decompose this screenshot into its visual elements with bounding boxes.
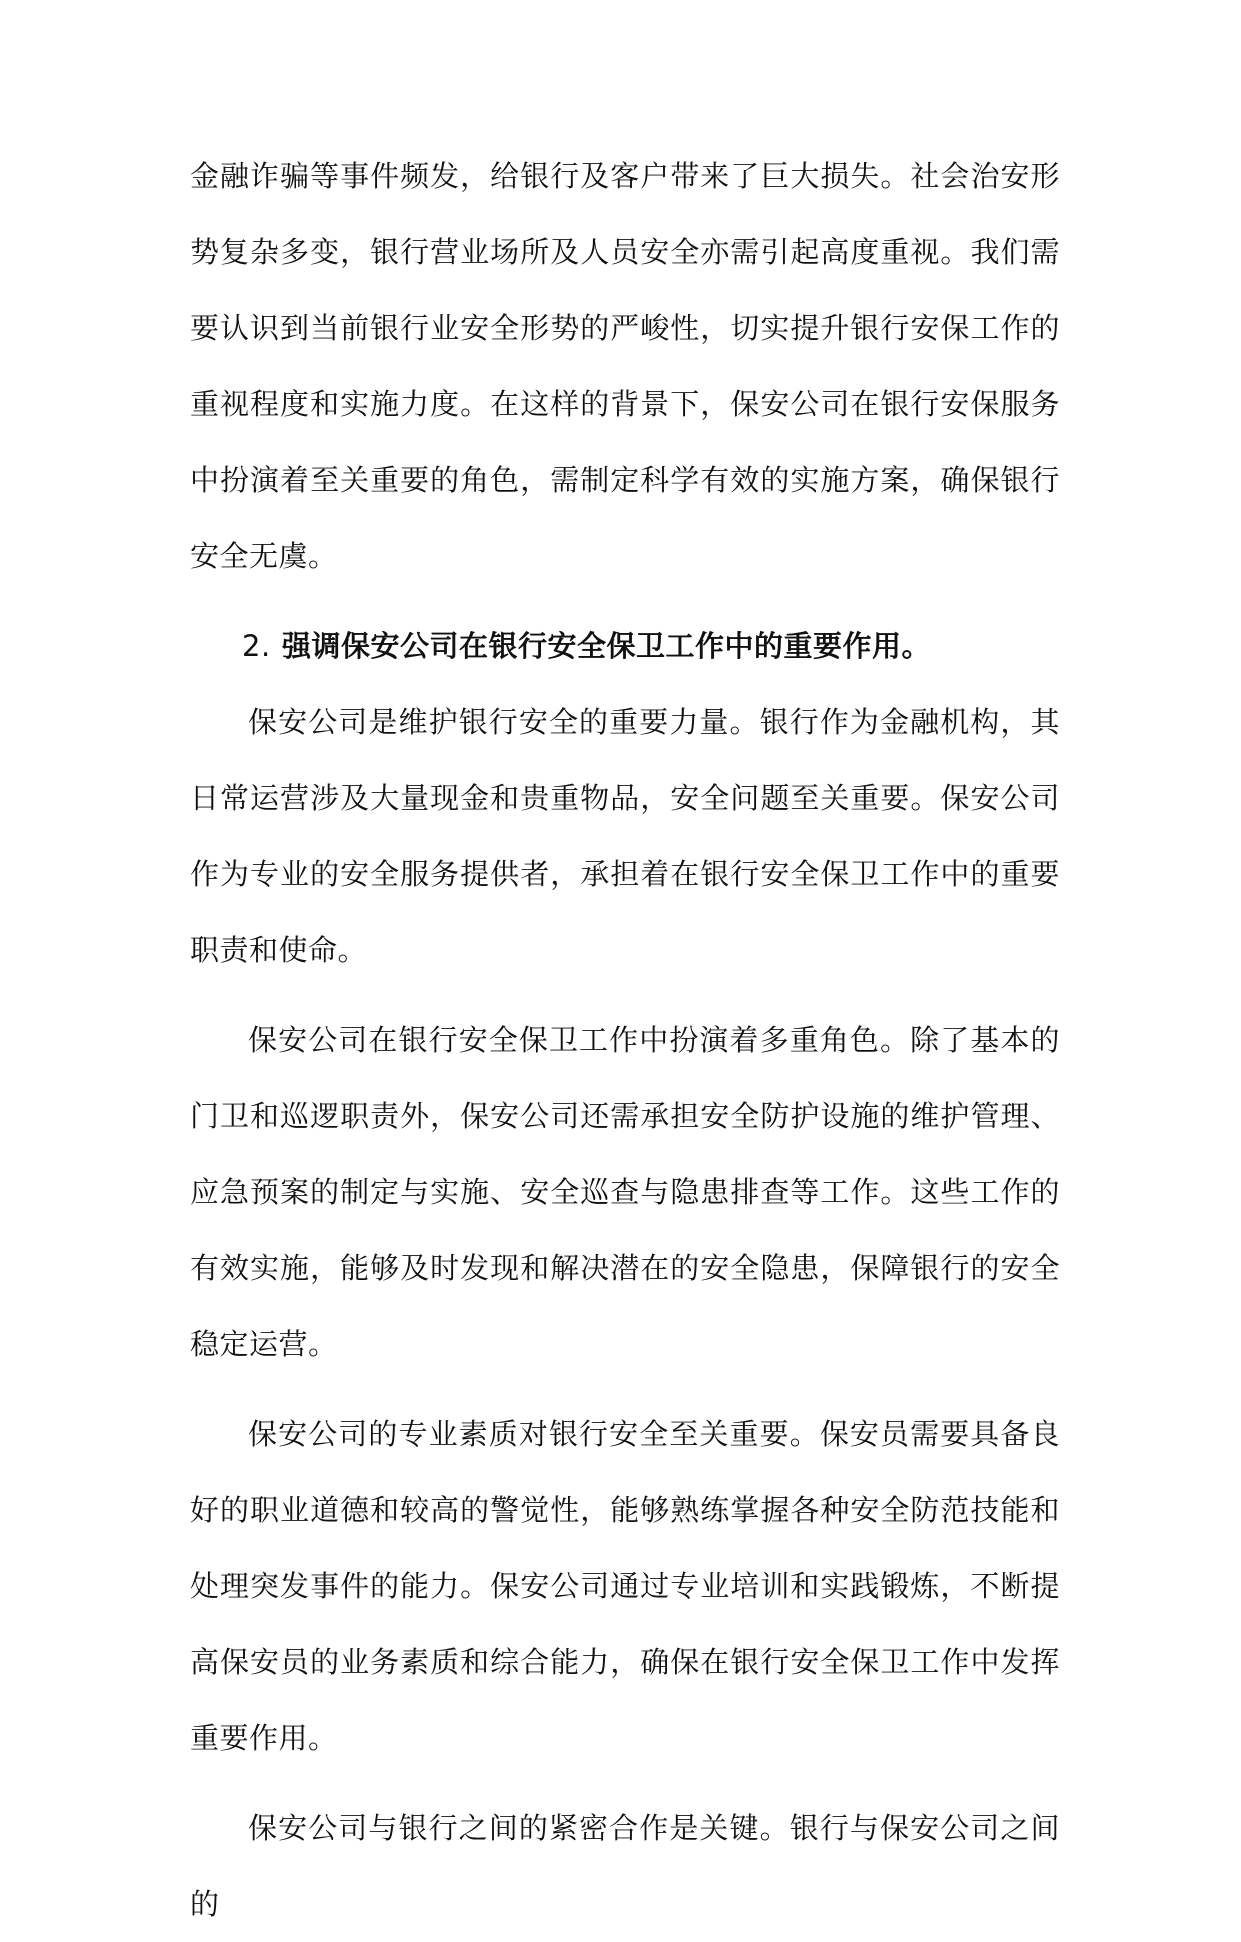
section-heading <box>190 608 1060 684</box>
paragraph-2: 保安公司是维护银行安全的重要力量。银行作为金融机构，其日常运营涉及大量现金和贵重物品，安全问题至关重要。保安公司作为专业的安全服务提供者，承担着在银行安全保卫工作中的重要职责和使命。 <box>190 705 1060 967</box>
paragraph-gap <box>190 988 1060 1002</box>
paragraph-1: 金融诈骗等事件频发，给银行及客户带来了巨大损失。社会治安形势复杂多变，银行营业场所及人员安全亦需引起高度重视。我们需要认识到当前银行业安全形势的严峻性，切实提升银行安保工作的重视程度和实施力度。在这样的背景下，保安公司在银行安保服务中扮演着至关重要的角色，需制定科学有效的实施方案，确保银行安全无虞。 <box>190 159 1060 573</box>
document-body <box>190 138 1060 1942</box>
paragraph-gap <box>190 1382 1060 1396</box>
section-number: 2. <box>242 629 271 663</box>
paragraph-3: 保安公司在银行安全保卫工作中扮演着多重角色。除了基本的门卫和巡逻职责外，保安公司还需承担安全防护设施的维护管理、应急预案的制定与实施、安全巡查与隐患排查等工作。这些工作的有效实施，能够及时发现和解决潜在的安全隐患，保障银行的安全稳定运营。 <box>190 1023 1060 1361</box>
paragraph-5: 保安公司与银行之间的紧密合作是关键。银行与保安公司之间的 <box>190 1811 1060 1921</box>
paragraph-gap <box>190 1776 1060 1790</box>
paragraph-4: 保安公司的专业素质对银行安全至关重要。保安员需要具备良好的职业道德和较高的警觉性，能够熟练掌握各种安全防范技能和处理突发事件的能力。保安公司通过专业培训和实践锻炼，不断提高保安员的业务素质和综合能力，确保在银行安全保卫工作中发挥重要作用。 <box>190 1417 1060 1755</box>
section-title: 强调保安公司在银行安全保卫工作中的重要作用。 <box>282 629 932 663</box>
